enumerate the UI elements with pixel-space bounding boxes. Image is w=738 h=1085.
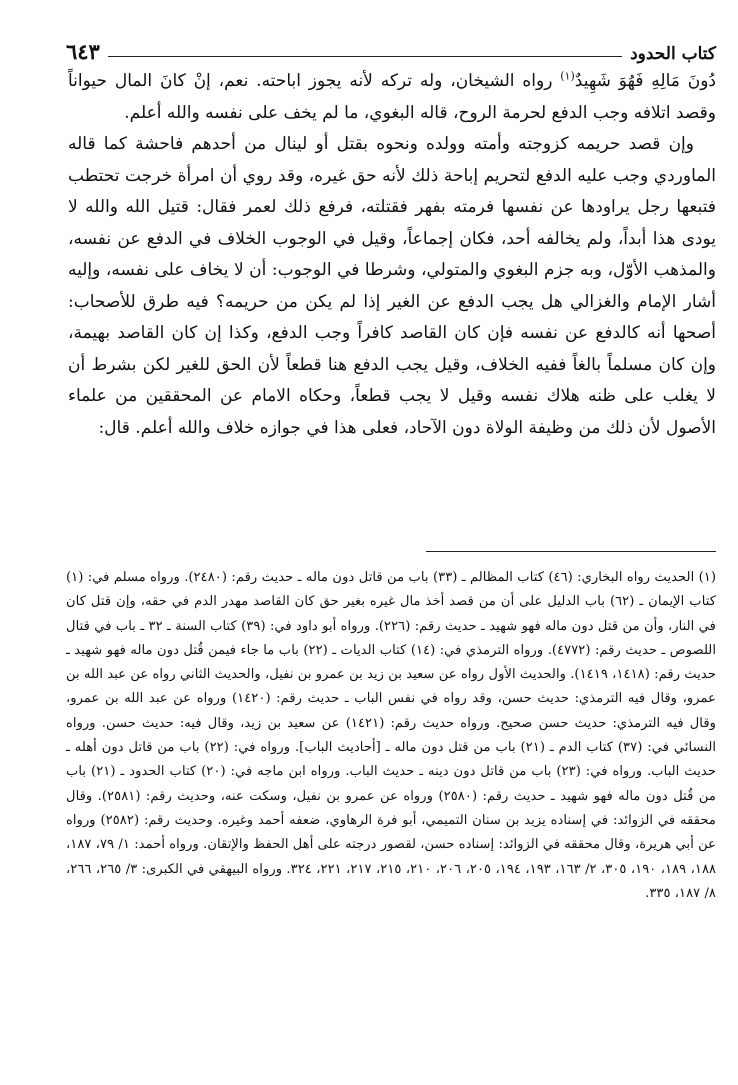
footnotes [66, 566, 716, 906]
footnote-separator [426, 551, 716, 552]
running-title: كتاب الحدود [630, 44, 716, 64]
paragraph [68, 66, 716, 129]
hadith-quote: دُونَ مَالِهِ فَهُوَ شَهِيدٌ [574, 71, 716, 91]
paragraph-text: رواه الشيخان، وله تركه لأنه يجوز اباحته. نعم، إنْ كانَ المال حيواناً وقصد اتلافه وجب الدفع لحرمة الروح، قاله البغوي، ما لم يخف على نفسه والله أعلم. [68, 71, 716, 123]
footnote-reference: (١) [560, 69, 575, 83]
page-number: ٦٤٣ [66, 39, 100, 64]
page-header [66, 36, 716, 64]
main-text [68, 66, 716, 444]
paragraph: وإن قصد حريمه كزوجته وأمته وولده ونحوه بقتل أو لينال من أحدهم فاحشة كما قاله الماوردي وجب عليه الدفع لتحريم إباحة ذلك لأنه حق غيره، وقد روي أن امرأة خرجت تحتطب فتبعها رجل يراودها عن نفسها فرمته بفهر فقتلته، فرفع ذلك لعمر فقال: قتيل الله والله لا يودى هذا أبداً، ولم يخالفه أحد، فكان إجماعاً، وقيل في الوجوب الخلاف في الدفع عن نفسه، والمذهب الأوّل، وبه جزم البغوي والمتولي، وشرطا في الوجوب: أن لا يخاف على نفسه، وإليه أشار الإمام والغزالي هل يجب الدفع عن الغير إذا لم يكن من حريمه؟ فيه طرق للأصحاب: أصحها أنه كالدفع عن نفسه فإن كان القاصد كافراً وجب الدفع، وكذا إن كان القاصد بهيمة، وإن كان مسلماً بالغاً ففيه الخلاف، وقيل يجب الدفع هنا قطعاً لأن الحق للغير لكن بشرط أن لا يغلب على ظنه هلاك نفسه وقيل لا يجب قطعاً، وحكاه الامام عن المحققين من علماء الأصول لأن ذلك من وظيفة الولاة دون الآحاد، فعلى هذا في جوازه خلاف والله أعلم. قال: [68, 134, 716, 438]
header-rule [108, 56, 622, 57]
footnote-1: (١) الحديث رواه البخاري: (٤٦) كتاب المظالم ـ (٣٣) باب من قاتل دون ماله ـ حديث رقم: (٢٤٨٠). ورواه مسلم في: (١) كتاب الإيمان ـ (٦٢) باب الدليل على أن من قصد أخذ مال غيره بغير حق كان القاصد مهدر الدم في حقه، وإن قتل كان في النار، وأن من قتل دون ماله فهو شهيد ـ حديث رقم: (٢٢٦). ورواه أبو داود في: (٣٩) كتاب السنة ـ ٣٢ ـ باب في قتال اللصوص ـ حديث رقم: (٤٧٧٢). ورواه الترمذي في: (١٤) كتاب الديات ـ (٢٢) باب ما جاء فيمن قُتل دون ماله فهو شهيد ـ حديث رقم: (١٤١٨، ١٤١٩). والحديث الأول رواه عن سعيد بن زيد بن عمرو بن نفيل، والحديث الثاني رواه عن عبد الله بن عمرو، وقال فيه الترمذي: حديث حسن، وقد رواه في نفس الباب ـ حديث رقم: (١٤٢٠) ورواه عن عبد الله بن عمرو، وقال فيه الترمذي: حديث حسن صحيح. ورواه حديث رقم: (١٤٢١) عن سعيد بن زيد، وقال فيه: حديث حسن. ورواه النسائي في: (٣٧) كتاب الدم ـ (٢١) باب من قتل دون ماله ـ [أحاديث الباب]. ورواه في: (٢٢) باب من قاتل دون أهله ـ حديث الباب. ورواه في: (٢٣) باب من قاتل دون دينه ـ حديث الباب. ورواه ابن ماجه في: (٢٠) كتاب الحدود ـ (٢١) باب من قُتل دون ماله فهو شهيد ـ حديث رقم: (٢٥٨٠) ورواه عن عمرو بن نفيل، وسكت عنه، وحديث رقم: (٢٥٨١). وقال محققه في الزوائد: في إسناده يزيد بن سنان التميمي، أبو فرة الرهاوي، ضعفه أحمد وغيره. وحديث رقم: (٢٥٨٢) ورواه عن أبي هريرة، وقال محققه في الزوائد: إسناده حسن، لقصور درجته على أهل الحفظ والإتقان. ورواه أحمد: ١/ ٧٩، ١٨٧، ١٨٨، ١٨٩، ١٩٠، ٣٠٥، ٢/ ١٦٣، ١٩٣، ١٩٤، ٢٠٥، ٢٠٦، ٢١٠، ٢١٥، ٢١٧، ٢٢١، ٣٢٤. ورواه البيهقي في الكبرى: ٣/ ٢٦٥، ٢٦٦، ٨/ ١٨٧، ٣٣٥. [66, 570, 717, 901]
